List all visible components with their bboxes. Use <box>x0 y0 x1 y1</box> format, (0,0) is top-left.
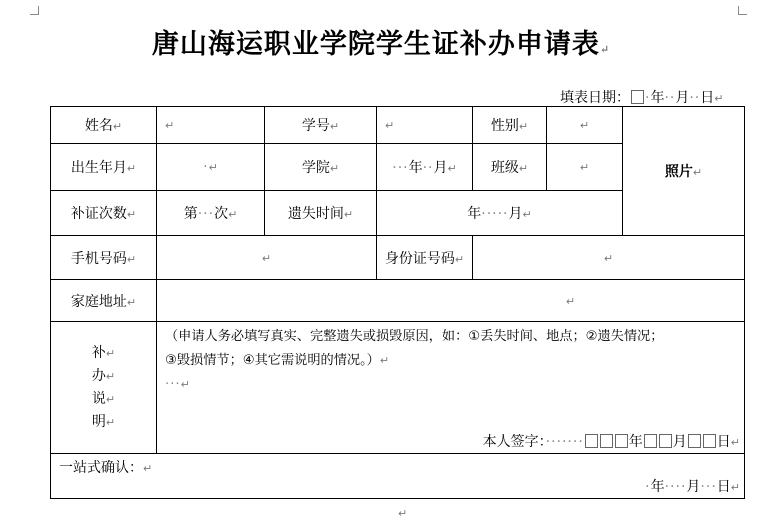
application-form-table <box>50 106 745 499</box>
fill-date-month: 月 <box>675 90 690 106</box>
one-stop-date: ·年····月···日↵ <box>645 479 740 495</box>
supplement-field[interactable]: （申请人务必填写真实、完整遗失或损毁原因，如：①丢失时间、地点；②遗失情况； ③毁损情节；④其它需说明的情况。）↵ ···↵ 本人签字：······· 年 月 日↵ <box>157 322 745 454</box>
class-label: 班级↵ <box>473 144 547 191</box>
supplement-label: 补↵ 办↵ 说↵ 明↵ <box>51 322 157 454</box>
enroll-date-field[interactable]: ···年··月↵ <box>377 144 473 191</box>
lost-time-field[interactable]: 年·····月↵ <box>377 191 623 236</box>
form-title <box>0 22 762 61</box>
photo-cell: 照片↵ <box>623 107 745 236</box>
crop-mark-top-right <box>738 6 747 15</box>
name-field[interactable]: ↵ <box>157 107 265 144</box>
form-title-text: 唐山海运职业学院学生证补办申请表 <box>151 29 600 60</box>
student-no-field[interactable]: ↵ <box>377 107 473 144</box>
birth-field[interactable]: ·↵ <box>157 144 265 191</box>
paragraph-mark-icon: ↵ <box>714 92 724 105</box>
phone-field[interactable]: ↵ <box>157 236 377 280</box>
fill-date-year: 年 <box>650 90 665 106</box>
address-label: 家庭地址↵ <box>51 280 157 322</box>
birth-label: 出生年月↵ <box>51 144 157 191</box>
student-no-label: 学号↵ <box>265 107 377 144</box>
year-box[interactable] <box>631 90 644 104</box>
fill-date: 填表日期： ·年··月··日↵ <box>560 90 724 106</box>
paragraph-mark-icon: ↵ <box>398 507 408 520</box>
lost-time-label: 遗失时间↵ <box>265 191 377 236</box>
instruction-line-2: ③毁损情节；④其它需说明的情况。）↵ <box>165 353 390 368</box>
address-field[interactable]: ↵ <box>157 280 745 322</box>
one-stop-cell[interactable]: 一站式确认：↵ ·年····月···日↵ <box>51 454 745 499</box>
gender-label: 性别↵ <box>473 107 547 144</box>
fill-date-day: 日 <box>700 90 715 106</box>
class-field[interactable]: ↵ <box>547 144 623 191</box>
fill-date-label: 填表日期： <box>560 90 630 106</box>
photo-label: 照片 <box>664 164 693 180</box>
signature-line: 本人签字：······· 年 月 日↵ <box>482 434 740 450</box>
gender-field[interactable]: ↵ <box>547 107 623 144</box>
instruction-line-1: （申请人务必填写真实、完整遗失或损毁原因，如：①丢失时间、地点；②遗失情况； <box>165 329 664 344</box>
one-stop-label: 一站式确认： <box>59 460 143 476</box>
id-no-label: 身份证号码↵ <box>377 236 473 280</box>
reissue-count-label: 补证次数↵ <box>51 191 157 236</box>
paragraph-mark-icon: ↵ <box>599 43 611 56</box>
name-label: 姓名↵ <box>51 107 157 144</box>
signature-label: 本人签字： <box>482 434 546 450</box>
id-no-field[interactable]: ↵ <box>473 236 745 280</box>
crop-mark-top-left <box>30 6 39 15</box>
college-label: 学院↵ <box>265 144 377 191</box>
reissue-count-field[interactable]: 第···次↵ <box>157 191 265 236</box>
phone-label: 手机号码↵ <box>51 236 157 280</box>
